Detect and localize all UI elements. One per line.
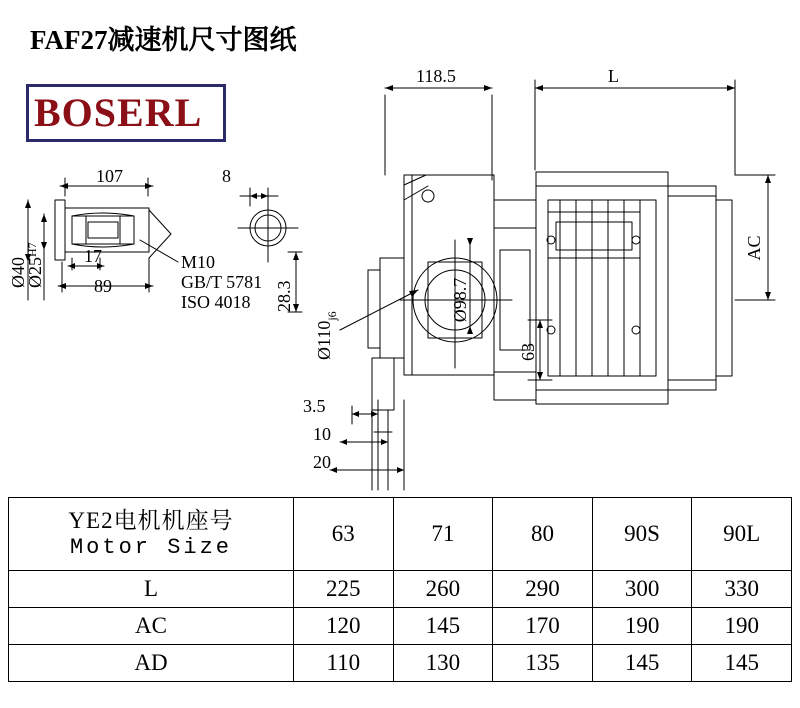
logo-text: BOSERL	[34, 90, 203, 135]
dim-28-3: 28.3	[274, 280, 294, 312]
dim-L: L	[608, 66, 619, 86]
dim-107: 107	[96, 166, 123, 186]
header-size-3: 90S	[592, 498, 692, 571]
dim-10: 10	[313, 424, 331, 444]
dim-3-5: 3.5	[303, 396, 326, 416]
dim-17: 17	[84, 246, 102, 266]
header-motor-size	[9, 498, 294, 571]
header-size-1: 71	[393, 498, 493, 571]
dim-AC: AC	[744, 235, 764, 261]
row-L-value-3: 300	[592, 571, 692, 608]
row-label-AC: AC	[9, 608, 294, 645]
dim-dia110-j6: $Ø110_{j6}$	[314, 311, 339, 360]
row-AD-value-1: 130	[393, 645, 493, 682]
row-L-value-2: 290	[493, 571, 593, 608]
header-motor-size-en: Motor Size	[69, 534, 233, 560]
dim-20: 20	[313, 452, 331, 472]
row-AC-value-1: 145	[393, 608, 493, 645]
row-AC-value-0: 120	[294, 608, 394, 645]
row-AC-value-2: 170	[493, 608, 593, 645]
row-label-L: L	[9, 571, 294, 608]
header-size-0: 63	[294, 498, 394, 571]
row-AD-value-4: 145	[692, 645, 792, 682]
header-size-4: 90L	[692, 498, 792, 571]
dim-dia25h7: $Ø25^{H7}$	[25, 242, 45, 288]
note-m10: M10	[181, 252, 216, 272]
table-row	[9, 608, 792, 645]
row-label-AD: AD	[9, 645, 294, 682]
spec-table	[8, 497, 792, 682]
dim-dia98-7: Ø98.7	[450, 277, 470, 323]
row-AC-value-4: 190	[692, 608, 792, 645]
table-header-row	[9, 498, 792, 571]
row-AC-value-3: 190	[592, 608, 692, 645]
dim-118-5: 118.5	[416, 66, 456, 86]
dim-dia40: Ø40	[8, 257, 28, 288]
row-L-value-4: 330	[692, 571, 792, 608]
dim-63: 63	[518, 343, 538, 361]
row-L-value-1: 260	[393, 571, 493, 608]
table-row	[9, 571, 792, 608]
row-AD-value-2: 135	[493, 645, 593, 682]
header-motor-size-cn: YE2电机机座号	[68, 508, 234, 534]
note-gbt: GB/T 5781	[181, 272, 263, 292]
table-row	[9, 645, 792, 682]
row-L-value-0: 225	[294, 571, 394, 608]
note-iso: ISO 4018	[181, 292, 251, 312]
page-title: FAF27减速机尺寸图纸	[30, 25, 297, 55]
header-size-2: 80	[493, 498, 593, 571]
dim-89: 89	[94, 276, 112, 296]
row-AD-value-3: 145	[592, 645, 692, 682]
row-AD-value-0: 110	[294, 645, 394, 682]
dim-8: 8	[222, 166, 231, 186]
